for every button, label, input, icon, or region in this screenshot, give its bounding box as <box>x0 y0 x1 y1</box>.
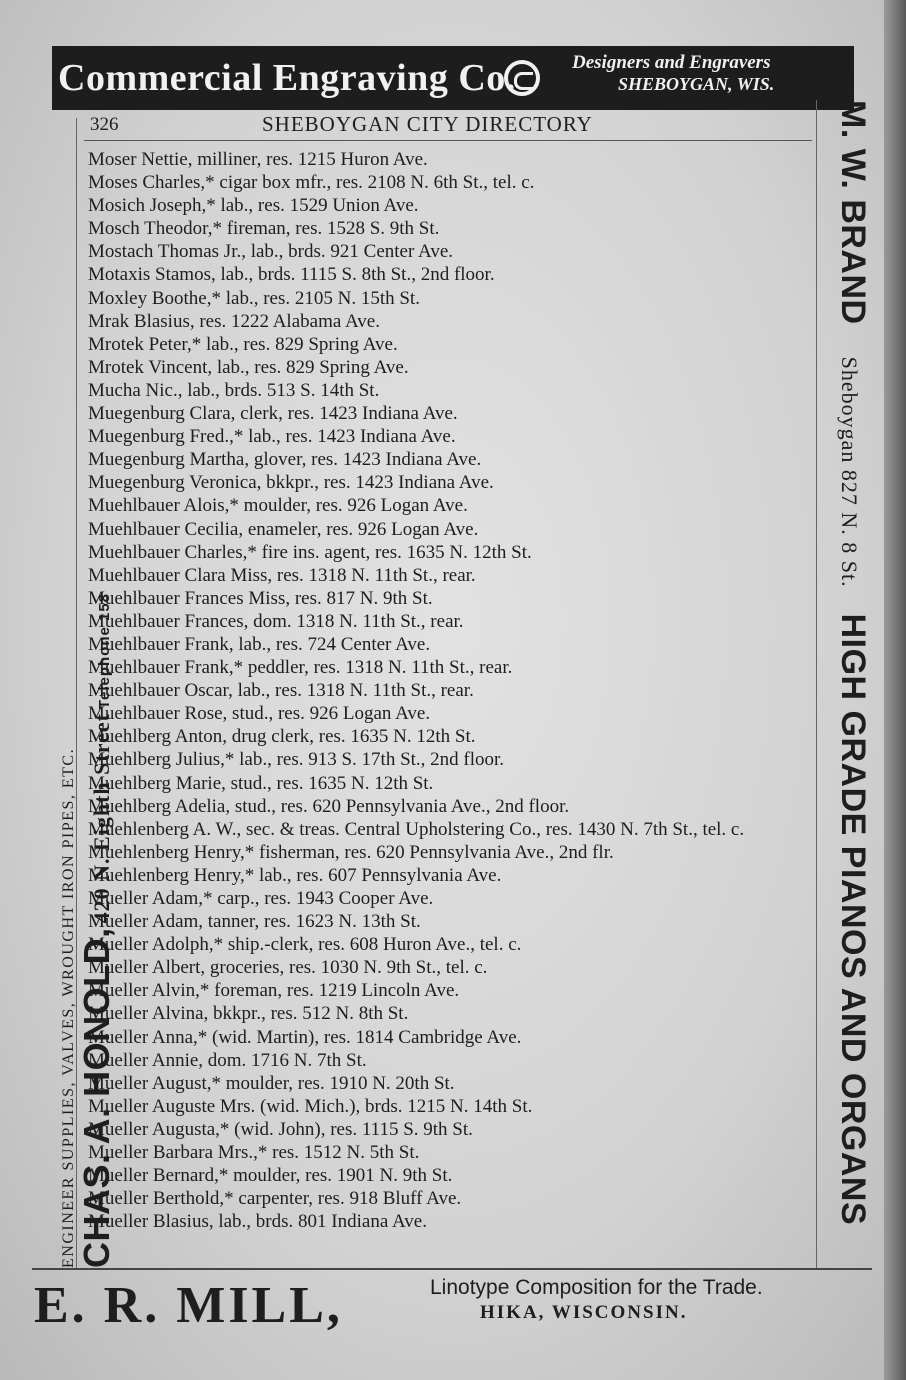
directory-entry: Muehlbauer Charles,* fire ins. agent, res. 1635 N. 12th St. <box>88 541 532 563</box>
directory-entry: Muehlberg Julius,* lab., res. 913 S. 17th St., 2nd floor. <box>88 749 505 771</box>
directory-entry: Mrotek Vincent, lab., res. 829 Spring Ave. <box>88 356 409 378</box>
directory-entry: Mueller Alvin,* foreman, res. 1219 Lincoln Ave. <box>88 980 460 1002</box>
directory-entry: Mueller August,* moulder, res. 1910 N. 20th St. <box>88 1072 455 1094</box>
directory-entry: Moxley Boothe,* lab., res. 2105 N. 15th St. <box>88 287 420 309</box>
top-advertisement-banner <box>52 46 854 110</box>
directory-entry: Muehlberg Marie, stud., res. 1635 N. 12th St. <box>88 772 434 794</box>
directory-entry: Mueller Augusta,* (wid. John), res. 1115 S. 9th St. <box>88 1118 473 1140</box>
right-column-rule <box>816 100 817 1268</box>
engraving-logo-icon <box>504 60 540 96</box>
directory-entry: Muehlbauer Frances Miss, res. 817 N. 9th St. <box>88 587 433 609</box>
directory-entry: Mueller Adam, tanner, res. 1623 N. 13th St. <box>88 911 421 933</box>
directory-entry: Mueller Alvina, bkkpr., res. 512 N. 8th St. <box>88 1003 409 1025</box>
left-ad-name: CHAS. A. HONOLD, <box>76 927 117 1268</box>
directory-entry: Muehlberg Adelia, stud., res. 620 Pennsylvania Ave., 2nd floor. <box>88 795 570 817</box>
directory-entry: Muehlbauer Frances, dom. 1318 N. 11th St., rear. <box>88 610 464 632</box>
banner-tagline: Designers and Engravers <box>572 52 771 73</box>
page-number: 326 <box>90 114 119 135</box>
directory-entry: Muehlbauer Cecilia, enameler, res. 926 Logan Ave. <box>88 518 479 540</box>
directory-entry: Mueller Albert, groceries, res. 1030 N. 9th St., tel. c. <box>88 957 488 979</box>
footer-rule <box>32 1268 872 1270</box>
page-edge-shadow <box>884 0 906 1380</box>
right-ad-tagline: HIGH GRADE PIANOS AND ORGANS <box>834 613 872 1226</box>
directory-entry: Muehlbauer Clara Miss, res. 1318 N. 11th St., rear. <box>88 564 476 586</box>
directory-entry: Mueller Auguste Mrs. (wid. Mich.), brds. 1215 N. 14th St. <box>88 1095 533 1117</box>
banner-city: SHEBOYGAN, WIS. <box>618 74 775 94</box>
directory-entry: Moser Nettie, milliner, res. 1215 Huron Ave. <box>88 149 428 170</box>
directory-entry: Mueller Blasius, lab., brds. 801 Indiana Ave. <box>88 1211 427 1233</box>
directory-entry: Motaxis Stamos, lab., brds. 1115 S. 8th St., 2nd floor. <box>88 264 495 286</box>
running-title: SHEBOYGAN CITY DIRECTORY <box>262 112 593 136</box>
footer-location-line: HIKA, WISCONSIN. <box>480 1302 688 1323</box>
footer-advertiser-name: E. R. MILL, <box>34 1277 343 1334</box>
directory-entry: Mosch Theodor,* fireman, res. 1528 S. 9th St. <box>88 218 440 240</box>
banner-company-name: Commercial Engraving Co. <box>58 57 516 99</box>
directory-entry: Mrak Blasius, res. 1222 Alabama Ave. <box>88 310 380 332</box>
directory-entry: Mueller Barbara Mrs.,* res. 1512 N. 5th St. <box>88 1142 420 1164</box>
directory-entry: Muegenburg Veronica, bkkpr., res. 1423 Indiana Ave. <box>88 472 494 494</box>
directory-entry: Mrotek Peter,* lab., res. 829 Spring Ave. <box>88 333 398 355</box>
directory-entry: Muehlbauer Frank,* peddler, res. 1318 N. 11th St., rear. <box>88 657 513 679</box>
directory-entry: Muehlenberg Henry,* lab., res. 607 Pennsylvania Ave. <box>88 864 502 886</box>
right-ad-location: Sheboygan 827 N. 8 St. <box>837 356 862 588</box>
right-ad-name: M. W. BRAND <box>834 100 872 325</box>
directory-entry: Muegenburg Martha, glover, res. 1423 Indiana Ave. <box>88 449 482 471</box>
footer-service-line: Linotype Composition for the Trade. <box>430 1276 763 1299</box>
directory-entry: Muehlbauer Frank, lab., res. 724 Center Ave. <box>88 633 431 655</box>
directory-entry: Muegenburg Clara, clerk, res. 1423 Indiana Ave. <box>88 403 458 425</box>
directory-entry: Muegenburg Fred.,* lab., res. 1423 Indiana Ave. <box>88 426 456 448</box>
directory-entry: Moses Charles,* cigar box mfr., res. 2108 N. 6th St., tel. c. <box>88 172 535 194</box>
directory-entry: Mucha Nic., lab., brds. 513 S. 14th St. <box>88 379 380 401</box>
right-margin-advertisement <box>833 100 872 1225</box>
directory-entry: Mostach Thomas Jr., lab., brds. 921 Center Ave. <box>88 241 453 263</box>
directory-entry: Muehlbauer Alois,* moulder, res. 926 Logan Ave. <box>88 495 468 517</box>
directory-entry: Muehlenberg A. W., sec. & treas. Central Upholstering Co., res. 1430 N. 7th St., tel. c. <box>88 818 745 840</box>
directory-entries <box>88 148 816 1233</box>
directory-entry: Mueller Anna,* (wid. Martin), res. 1814 Cambridge Ave. <box>88 1026 522 1048</box>
directory-entry: Mueller Adolph,* ship.-clerk, res. 608 Huron Ave., tel. c. <box>88 934 522 956</box>
directory-entry: Mueller Annie, dom. 1716 N. 7th St. <box>88 1049 367 1071</box>
directory-entry: Mosich Joseph,* lab., res. 1529 Union Ave. <box>88 195 419 217</box>
directory-entry: Mueller Bernard,* moulder, res. 1901 N. 9th St. <box>88 1165 453 1187</box>
left-ad-telephone: Telephone 158 <box>96 592 113 710</box>
directory-entry: Muehlbauer Rose, stud., res. 926 Logan Ave. <box>88 703 431 725</box>
directory-entry: Muehlenberg Henry,* fisherman, res. 620 Pennsylvania Ave., 2nd flr. <box>88 841 614 863</box>
directory-entry: Mueller Berthold,* carpenter, res. 918 Bluff Ave. <box>88 1188 462 1210</box>
directory-entry: Muehlbauer Oscar, lab., res. 1318 N. 11th St., rear. <box>88 680 474 702</box>
header-rule <box>84 140 812 141</box>
left-ad-products: ENGINEER SUPPLIES, VALVES, WROUGHT IRON PIPES, ETC. <box>60 747 77 1268</box>
left-ad-address: 420 N. Eighth Street <box>89 713 114 924</box>
directory-entry: Muehlberg Anton, drug clerk, res. 1635 N. 12th St. <box>88 726 476 748</box>
directory-entry: Mueller Adam,* carp., res. 1943 Cooper Ave. <box>88 888 434 909</box>
